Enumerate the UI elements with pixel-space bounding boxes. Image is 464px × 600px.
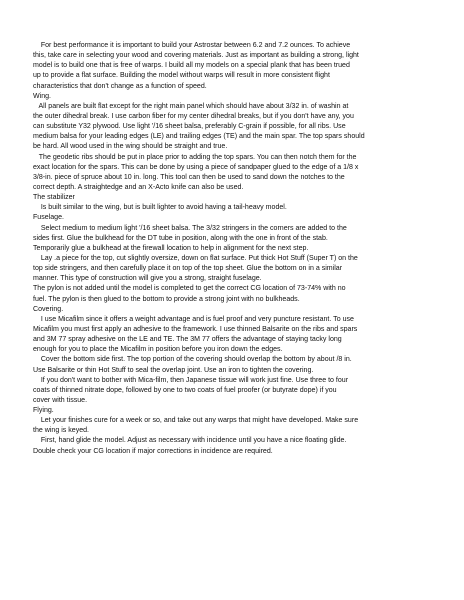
text-line: top side stringers, and then carefully place it on top of the top sheet. Glue the bottom on in a similar — [33, 265, 343, 273]
text-line: be hard. All wood used in the wing should be straight and true. — [33, 143, 228, 151]
text-line: up to provide a flat surface. Building the model without warps will result in more consistent flight — [33, 72, 330, 80]
text-line: Double check your CG location if major corrections in incidence are required. — [33, 447, 273, 455]
text-line: enough for you to place the Micafilm in position before you iron down the edges. — [33, 346, 283, 354]
text-line: medium balsa for your leading edges (LE) and trailing edges (TE) and the main spar. The top spars should — [33, 133, 365, 141]
text-line: Temporarily glue a bulkhead at the firewall location to help in alignment for the next step. — [33, 244, 309, 252]
document-body — [33, 41, 433, 457]
text-line: Is built similar to the wing, but is built lighter to avoid having a tail-heavy model. — [33, 204, 287, 212]
text-line: characteristics that don't change as a function of speed. — [33, 82, 207, 90]
text-line: The geodetic ribs should be put in place prior to adding the top spars. You can then notch them for the — [33, 153, 357, 161]
text-line: Use Balsarite or thin Hot Stuff to seal the overlap joint. Use an iron to tighten the covering. — [33, 366, 314, 374]
text-line: All panels are built flat except for the right main panel which should have about 3/32 in. of washin at — [33, 102, 349, 110]
text-line: For best performance it is important to build your Astrostar between 6.2 and 7.2 ounces. To achieve — [33, 42, 351, 49]
text-line: Micafilm you must first apply an adhesive to the framework. I use thinned Balsarite on the ribs and spars — [33, 325, 358, 333]
text-line: First, hand glide the model. Adjust as necessary with incidence until you have a nice floating glide. — [33, 437, 347, 445]
text-line: Lay .a piece for the top, cut slightly oversize, down on flat surface. Put thick Hot Stuff (Super T) on the — [33, 254, 358, 262]
text-line: coats of thinned nitrate dope, followed by one to two coats of fuel proofer (or butyrate dope) if you — [33, 386, 337, 394]
text-line: I use Micafilm since it offers a weight advantage and is fuel proof and very puncture resistant. To use — [33, 315, 354, 323]
text-line: The pylon is not added until the model is completed to get the correct CG location of 73-74% with no — [33, 285, 346, 293]
section-heading-flying: Flying. — [33, 407, 54, 415]
text-line: 3/8-in. piece of spruce about 10 in. long. This tool can then be used to sand down the notches to the — [33, 173, 345, 181]
text-line: and 3M 77 spray adhesive on the LE and TE. The 3M 77 offers the advantage of staying tacky long — [33, 336, 342, 344]
section-heading-stabilizer: The stabilizer — [33, 194, 75, 202]
text-line: Select medium to medium light '/16 sheet balsa. The 3/32 stringers in the corners are added to the — [33, 224, 347, 232]
text-line: sides first. Glue the bulkhead for the DT tube in position, along with the one in front of the stab. — [33, 234, 328, 242]
text-line: If you don't want to bother with Mica-film, then Japanese tissue will work just fine. Use three to four — [33, 376, 349, 384]
text-line: fuel. The pylon is then glued to the bottom to provide a strong joint with no bulkheads. — [33, 295, 300, 303]
text-line: Let your finishes cure for a week or so, and take out any warps that might have developed. Make sure — [33, 417, 359, 425]
text-line: this, take care in selecting your wood and covering materials. Just as important as building a strong, light — [33, 52, 359, 60]
text-line: Cover the bottom side first. The top portion of the covering should overlap the bottom by about /8 in. — [33, 356, 352, 364]
section-heading-wing: Wing. — [33, 92, 52, 100]
text-line: correct depth. A straightedge and an X-Acto knife can also be used. — [33, 183, 244, 191]
text-line: the outer dihedral break. I use carbon fiber for my center dihedral breaks, but if you don't have any, you — [33, 112, 354, 120]
text-line: can substitute Y32 plywood. Use light '/16 sheet balsa, preferably C-grain if possible, for all ribs. Use — [33, 123, 346, 131]
text-line: manner. This type of construction will give you a strong, straight fuselage. — [33, 275, 262, 283]
text-line: the wing is keyed. — [33, 427, 90, 435]
section-heading-fuselage: Fuselage. — [33, 214, 64, 222]
text-line: model is to build one that is free of warps. I build all my models on a special plank that has been trued — [33, 62, 350, 70]
section-heading-covering: Covering. — [33, 305, 64, 313]
text-line: cover with tissue. — [33, 396, 88, 404]
text-line: exact location for the spars. This can be done by using a piece of sandpaper glued to the edge of a 1/8 x — [33, 163, 359, 171]
